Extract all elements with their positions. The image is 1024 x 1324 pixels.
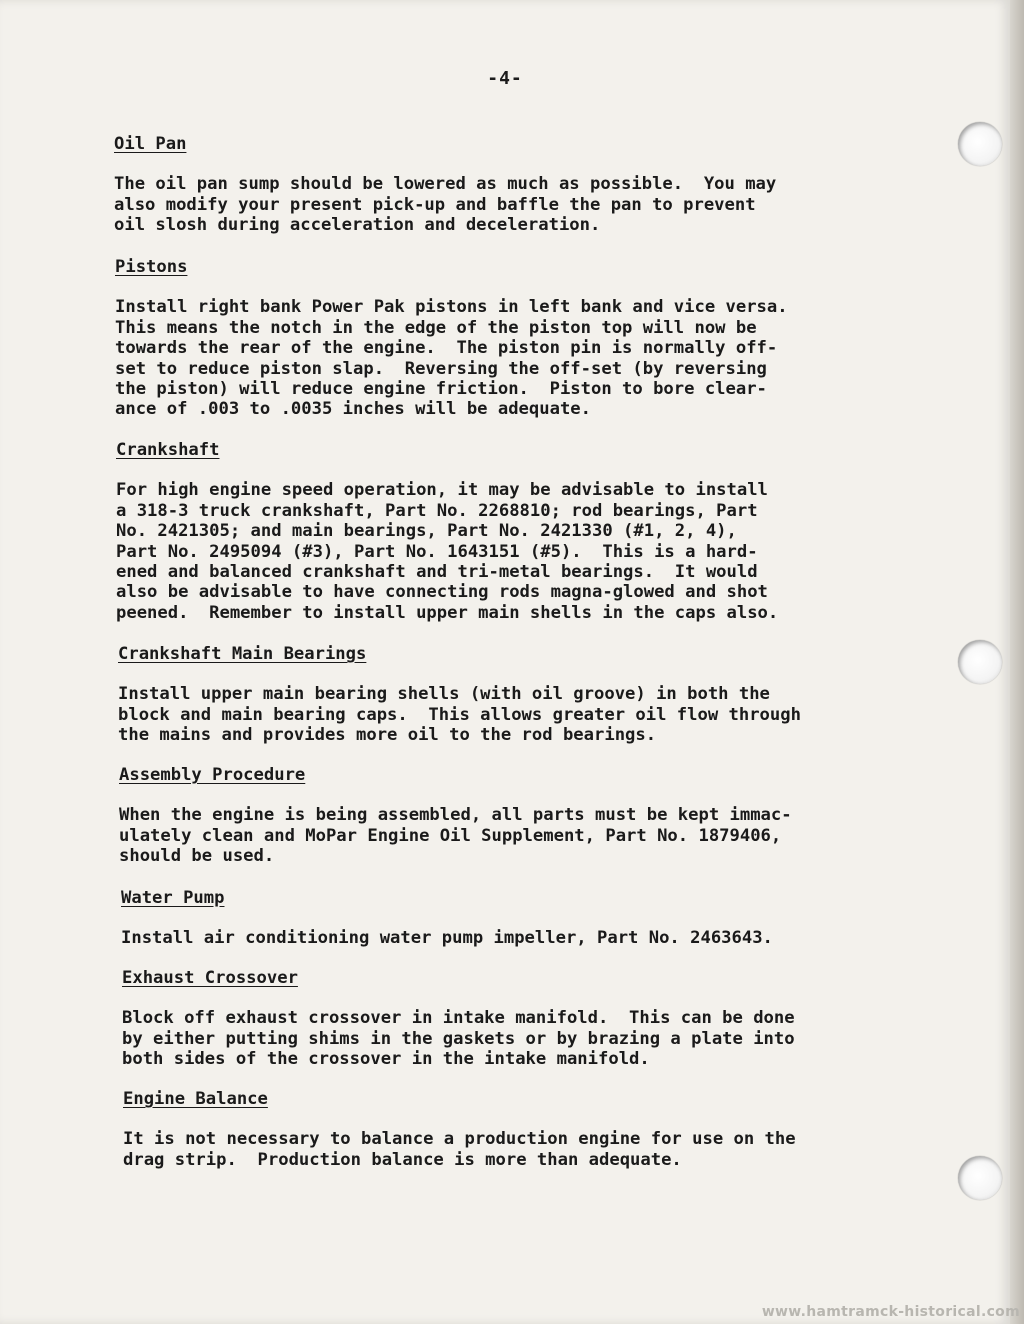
- section-paragraph: Install right bank Power Pak pistons in left bank and vice versa. This means the notch in the edge of the piston top will now be towards the rear of the engine. The piston pin is normally off- set to reduce piston slap. Reversing the off-set (by reversing the piston) will reduce engine friction. Piston to bore clear- ance of .003 to .0035 inches will be adequate.: [115, 297, 788, 420]
- section-paragraph: For high engine speed operation, it may be advisable to install a 318-3 truck crankshaft, Part No. 2268810; rod bearings, Part No. 2421305; and main bearings, Part No. 2421330 (#1, 2, 4), Part No. 2495094 (#3), Part No. 1643151 (#5). This is a hard- ened and balanced crankshaft and tri-metal bearings. It would also be advisable to have connecting rods magna-glowed and shot peened. Remember to install upper main shells in the caps also.: [116, 480, 779, 623]
- section-heading: Water Pump: [121, 888, 225, 908]
- section-crankshaft-main-bearings: [118, 644, 801, 746]
- page-number: -4-: [487, 68, 523, 89]
- section-paragraph: When the engine is being assembled, all parts must be kept immac- ulately clean and MoPar Engine Oil Supplement, Part No. 1879406, should be used.: [119, 805, 792, 867]
- section-paragraph: The oil pan sump should be lowered as much as possible. You may also modify your present pick-up and baffle the pan to prevent oil slosh during acceleration and deceleration.: [114, 174, 777, 236]
- section-oil-pan: [114, 134, 776, 236]
- section-heading: Engine Balance: [123, 1089, 268, 1109]
- section-engine-balance: [123, 1089, 796, 1170]
- page-edge: [1010, 0, 1024, 1324]
- section-heading: Assembly Procedure: [119, 765, 306, 785]
- section-heading: Pistons: [115, 257, 188, 277]
- punch-hole-bottom: [958, 1156, 1002, 1200]
- section-heading: Exhaust Crossover: [122, 968, 298, 988]
- section-paragraph: It is not necessary to balance a production engine for use on the drag strip. Production balance is more than adequate.: [123, 1129, 796, 1170]
- section-heading: Oil Pan: [114, 134, 187, 154]
- section-assembly-procedure: [119, 765, 792, 867]
- site-watermark: www.hamtramck-historical.com: [761, 1304, 1020, 1320]
- section-paragraph: Install air conditioning water pump impeller, Part No. 2463643.: [121, 928, 773, 949]
- section-pistons: [115, 257, 788, 420]
- section-crankshaft: [116, 440, 778, 623]
- section-water-pump: [121, 888, 773, 949]
- punch-hole-middle: [958, 640, 1002, 684]
- section-exhaust-crossover: [122, 968, 795, 1070]
- section-paragraph: Block off exhaust crossover in intake manifold. This can be done by either putting shims in the gaskets or by brazing a plate into both sides of the crossover in the intake manifold.: [122, 1008, 795, 1070]
- punch-hole-top: [958, 122, 1002, 166]
- section-paragraph: Install upper main bearing shells (with oil groove) in both the block and main bearing caps. This allows greater oil flow through the mains and provides more oil to the rod bearings.: [118, 684, 801, 746]
- section-heading: Crankshaft Main Bearings: [118, 644, 367, 664]
- section-heading: Crankshaft: [116, 440, 220, 460]
